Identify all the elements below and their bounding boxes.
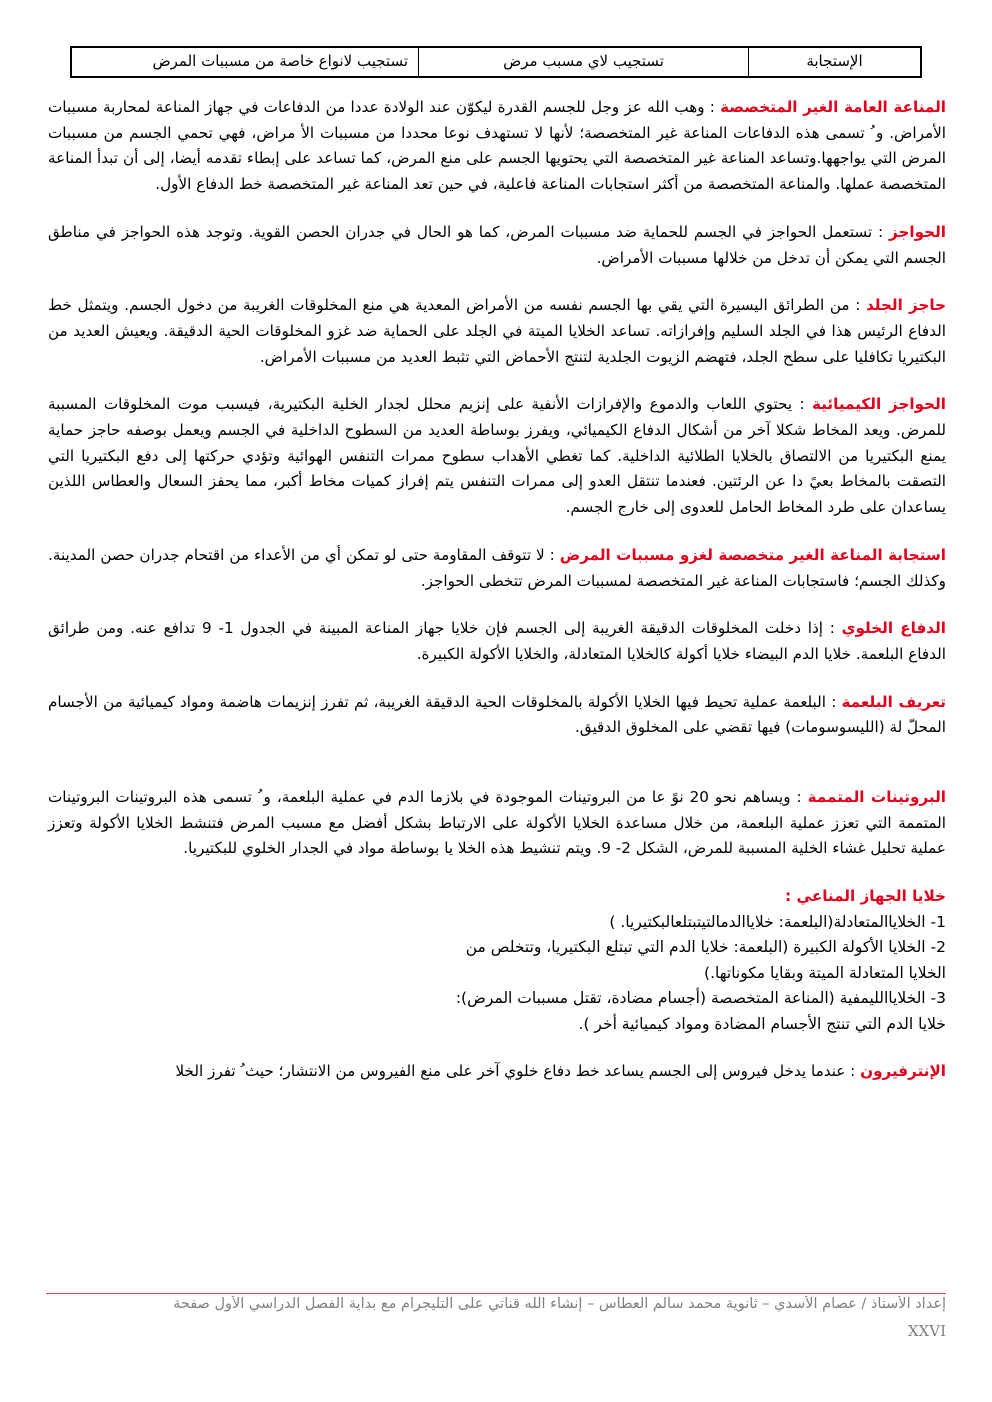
paragraph-skin-barrier (48, 293, 946, 370)
term-label: تعريف البلعمة (841, 692, 946, 711)
term-label: الدفاع الخلوي (841, 619, 946, 638)
term-label: الحواجز الكيميائية (812, 395, 946, 414)
footer-credits: إعداد الأستاذ / عصام الأسدي – ثانوية محمد سالم العطاس – إنشاء الله قناتي على التليجرام مع بداية الفصل الدراسي الأول صفحة (173, 1296, 946, 1312)
table-cell-specific-pathogens: تستجيب لانواع خاصة من مسببات المرض (152, 52, 408, 70)
list-item: خلايا الدم التي تنتج الأجسام المضادة ومواد كيميائية أخر ). (578, 1014, 946, 1033)
paragraph-text: : لا تتوقف المقاومة حتى لو تمكن أي من الأعداء من اقتحام جدران حصن المدينة. وكذلك الجسم؛ فاستجابات المناعة غير المتخصصة لمسببات المرض تتخطى الحواجز. (48, 545, 946, 590)
paragraph-text: : تستعمل الحواجز في الجسم للحماية ضد مسببات المرض، كما هو الحال في جدران الحصن القوية. وتوجد هذه الحواجز في مناطق الجسم التي يمكن أن تدخل من خلالها مسببات الأمراض. (48, 222, 946, 267)
term-label: حاجز الجلد (866, 296, 947, 315)
list-item: 1- الخلاياالمتعادلة(البلعمة: خلاياالدمالتيتبتلعالبكتيريا. ) (609, 912, 946, 931)
paragraph-text: : من الطرائق اليسيرة التي يقي بها الجسم نفسه من الأمراض المعدية هي منع المخلوقات الغريبة من دخول الجسم. ويتمثل خط الدفاع الرئيس هذا في الجلد السليم وإفرازاته. تساعد الخلايا الميتة في الجلد على الحماية ضد غزو المخلوقات الحية الدقيقة. ويعيش العديد من البكتيريا تكافليا على سطح الجلد، فتهضم الزيوت الجلدية لتنتج الأحماض التي تثبط العديد من مسببات الأمراض. (48, 296, 946, 366)
paragraph-complement-proteins (48, 785, 946, 862)
footer-divider (46, 1293, 946, 1294)
paragraph-text: : ويساهم نحو 20 نوً عا من البروتينات الموجودة في بلازما الدم في عملية البلعمة، و ُ تسمى هذه البروتينات البروتينات المتممة التي تعزز عملية البلعمة، من خلال مساعدة الخلايا الأكولة على الارتباط بشكل أفضل مع مسبب المرض فتنشط الخلايا الأكولة وتعزز عملية تحليل غشاء الخلية المسببة للمرض، الشكل 2- 9. ويتم تنشيط هذه الخلا يا بوساطة مواد في الجدار الخلوي للبكتيريا. (48, 788, 946, 858)
paragraph-interferon (48, 1059, 946, 1085)
table-cell-response: الإستجابة (748, 48, 920, 76)
list-item: 2- الخلايا الأكولة الكبيرة (البلعمة: خلايا الدم التي تبتلع البكتيريا، وتتخلص من (465, 938, 946, 957)
term-label: البروتينات المتممة (807, 788, 946, 807)
paragraph-text: : عندما يدخل فيروس إلى الجسم يساعد خط دفاع خلوي آخر على منع الفيروس من الانتشار؛ حيث ُ تفرز الخلا (175, 1062, 861, 1081)
paragraph-text: : وهب الله عز وجل للجسم القدرة ليكوّن عند الولادة عددا من الدفاعات في جهاز المناعة لمحاربة مسببات الأمراض. و ُ تسمى هذه الدفاعات المناعة غير المتخصصة؛ لأنها لا تستهدف نوعا محددا من مسببات الأ مراض، فهي تحمي الجسم من مسببات المرض التي يواجهها.وتساعد المناعة غير المتخصصة التي يحتويها الجسم على منع المرض، كما تساعد على إبطاء تقدمه أيضا، إلى أن تبدأ المناعة المتخصصة عملها. والمناعة المتخصصة من أكثر استجابات المناعة فاعلية، في حين تعد المناعة غير المتخصصة خط الدفاع الأول. (48, 98, 946, 194)
page-number: XXVI (907, 1322, 946, 1340)
response-table (70, 46, 922, 78)
term-label: المناعة العامة الغير المتخصصة (720, 98, 947, 116)
document-body (48, 95, 946, 1085)
paragraph-nonspecific-response (48, 543, 946, 594)
term-label: الحواجز (889, 222, 946, 241)
list-item: 3- الخلاياالليمفية (المناعة المتخصصة (أجسام مضادة، تقتل مسببات المرض): (455, 989, 946, 1008)
paragraph-nonspecific-immunity (48, 95, 946, 198)
immune-cells-heading: خلايا الجهاز المناعي : (785, 887, 946, 906)
list-item: الخلايا المتعادلة الميتة وبقايا مكوناتها.) (704, 963, 946, 982)
term-label: الإنترفيرون (860, 1062, 946, 1081)
paragraph-phagocytosis (48, 690, 946, 741)
paragraph-text: : البلعمة عملية تحيط فيها الخلايا الأكولة بالمخلوقات الحية الدقيقة الغريبة، ثم تفرز إنزيمات هاضمة ومواد كيميائية من الأجسام المحلّ لة (الليسوسومات) فيها تقضي على المخلوق الدقيق. (48, 692, 946, 737)
paragraph-chemical-barriers (48, 392, 946, 521)
paragraph-text: : يحتوي اللعاب والدموع والإفرازات الأنفية على إنزيم محلل لجدار الخلية البكتيرية، فيسبب موت المخلوقات المسببة للمرض. ويعد المخاط شكلا آخر من أشكال الدفاع الكيميائي، ويفرز بوساطة العديد من السطوح الداخلية في الجسم ويعمل بوصفه حاجز حماية يمنع البكتيريا من الالتصاق بالخلايا الطلائية الداخلية. كما تغطي الأهداب سطوح ممرات التنفس الهوائية وتؤدي حركتها إلى دفع البكتيريا التي التصقت بالمخاط بعيً دا عن الرئتين. فعندما تنتقل العدو إلى ممرات التنفس يتم إفراز كميات مخاط أكبر، مما يحفز السعال والعطاس اللذين يساعدان على طرد المخاط الحامل للعدوى إلى خارج الجسم. (48, 395, 946, 517)
term-label: استجابة المناعة الغير متخصصة لغزو مسببات المرض (559, 545, 946, 564)
paragraph-text: : إذا دخلت المخلوقات الدقيقة الغريبة إلى الجسم فإن خلايا جهاز المناعة المبينة في الجدول 1- 9 تدافع عنه. ومن طرائق الدفاع البلعمة. خلايا الدم البيضاء خلايا أكولة كالخلايا المتعادلة، والخلايا الأكولة الكبيرة. (48, 619, 946, 663)
paragraph-cellular-defense (48, 616, 946, 667)
table-cell-any-pathogen: تستجيب لاي مسبب مرض (418, 48, 748, 76)
paragraph-barriers (48, 220, 946, 271)
